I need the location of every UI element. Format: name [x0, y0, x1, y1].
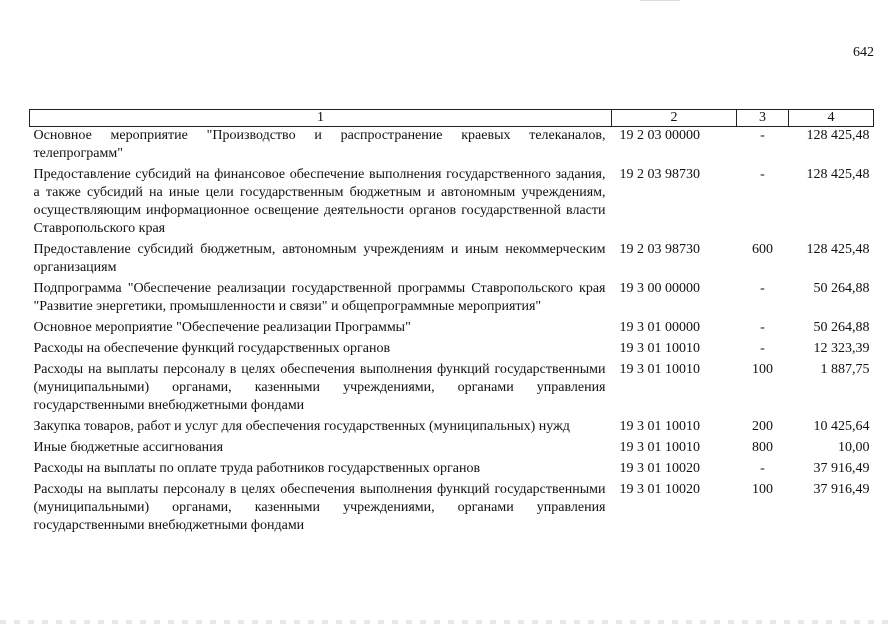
row-name: Предоставление субсидий бюджетным, автономным учреждениям и иным некоммерческим организациям [33, 242, 606, 275]
table-row [30, 460, 874, 481]
row-type: - [760, 167, 765, 182]
table-body [30, 127, 874, 539]
table-row [30, 361, 874, 418]
budget-table [29, 109, 874, 538]
row-sum: 128 425,48 [806, 242, 870, 257]
row-code: 19 3 01 10010 [619, 362, 700, 377]
row-name: Основное мероприятие "Обеспечение реализации Программы" [33, 320, 411, 335]
row-name: Расходы на выплаты персоналу в целях обеспечения выполнения функций государственными (муниципальными) органами, казенными учреждениями, органами управления государственными внебюджетными фондами [33, 362, 606, 413]
table-row [30, 319, 874, 340]
table-row [30, 127, 874, 167]
table-row [30, 340, 874, 361]
row-type: - [760, 281, 765, 296]
row-type: - [760, 461, 765, 476]
scan-artifact-top [640, 0, 680, 1]
row-sum: 37 916,49 [813, 461, 870, 476]
row-sum: 128 425,48 [806, 128, 870, 143]
table-row [30, 280, 874, 319]
row-code: 19 3 01 10020 [619, 461, 700, 476]
row-sum: 1 887,75 [820, 362, 870, 377]
row-name: Расходы на выплаты по оплате труда работников государственных органов [33, 461, 481, 476]
row-sum: 128 425,48 [806, 167, 870, 182]
row-name: Предоставление субсидий на финансовое обеспечение выполнения государственного задания, а также субсидий на иные цели государственным бюджетным и автономным учреждениям, осуществляющим информационное освещение деятельности органов государственной власти Ставропольского края [33, 167, 606, 236]
row-code: 19 2 03 98730 [619, 242, 700, 257]
header-row [30, 110, 874, 127]
table-row [30, 439, 874, 460]
row-type: - [760, 128, 765, 143]
row-sum: 37 916,49 [813, 482, 870, 497]
row-code: 19 3 01 10010 [619, 341, 700, 356]
row-type: 100 [752, 362, 773, 377]
table-row [30, 418, 874, 439]
page-number: 642 [853, 45, 874, 60]
header-col-name: 1 [30, 110, 612, 127]
header-col-code: 2 [612, 110, 737, 127]
row-type: - [760, 341, 765, 356]
row-name: Расходы на выплаты персоналу в целях обеспечения выполнения функций государственными (муниципальными) органами, казенными учреждениями, органами управления государственными внебюджетными фондами [33, 482, 606, 533]
row-sum: 50 264,88 [813, 320, 870, 335]
scan-artifact-bottom [0, 620, 896, 624]
row-code: 19 3 01 10020 [619, 482, 700, 497]
row-code: 19 3 01 00000 [619, 320, 700, 335]
row-code: 19 3 01 10010 [619, 440, 700, 455]
header-col-sum: 4 [789, 110, 874, 127]
table-row [30, 166, 874, 241]
row-code: 19 3 00 00000 [619, 281, 700, 296]
table-row [30, 241, 874, 280]
row-code: 19 3 01 10010 [619, 419, 700, 434]
header-col-type: 3 [737, 110, 789, 127]
row-type: 200 [752, 419, 773, 434]
row-name: Подпрограмма "Обеспечение реализации государственной программы Ставропольского края "Развитие энергетики, промышленности и связи" и общепрограммные мероприятия" [33, 281, 606, 314]
table-row [30, 481, 874, 538]
row-sum: 12 323,39 [813, 341, 870, 356]
table-header [30, 110, 874, 127]
row-type: 800 [752, 440, 773, 455]
row-sum: 50 264,88 [813, 281, 870, 296]
row-type: 600 [752, 242, 773, 257]
row-name: Расходы на обеспечение функций государственных органов [33, 341, 391, 356]
row-sum: 10,00 [838, 440, 870, 455]
row-type: 100 [752, 482, 773, 497]
row-type: - [760, 320, 765, 335]
row-sum: 10 425,64 [813, 419, 870, 434]
row-code: 19 2 03 98730 [619, 167, 700, 182]
row-name: Закупка товаров, работ и услуг для обеспечения государственных (муниципальных) нужд [33, 419, 570, 434]
row-name: Основное мероприятие "Производство и распространение краевых телеканалов, телепрограмм" [33, 128, 606, 161]
row-name: Иные бюджетные ассигнования [33, 440, 224, 455]
row-code: 19 2 03 00000 [619, 128, 700, 143]
